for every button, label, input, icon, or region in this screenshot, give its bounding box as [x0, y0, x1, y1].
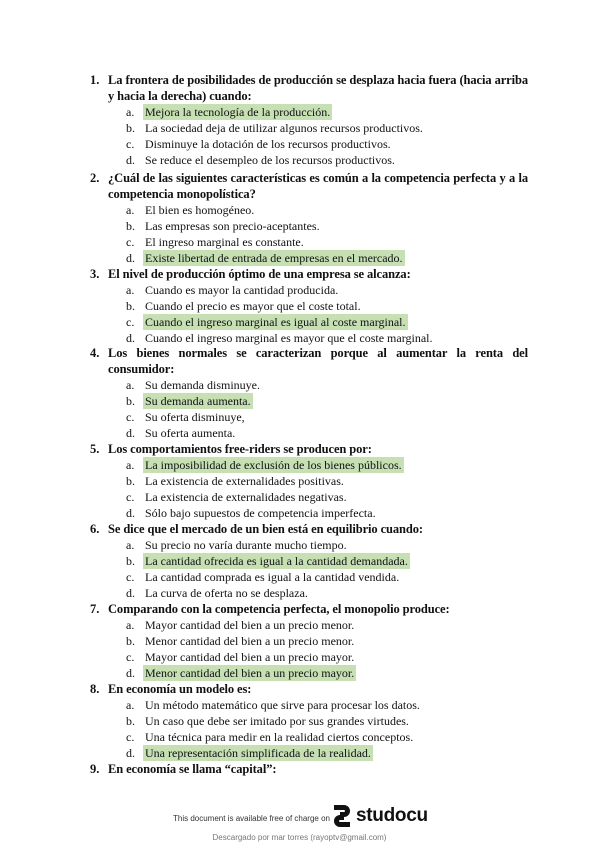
question-text: Los comportamientos free-riders se producen por: — [108, 442, 372, 456]
option-text: La cantidad comprada es igual a la cantidad vendida. — [145, 570, 400, 584]
studocu-brand-name: studocu — [356, 805, 428, 826]
option-letter: c. — [126, 650, 135, 664]
question-number: 5. — [90, 442, 100, 456]
question-text: En economía se llama “capital”: — [108, 762, 277, 776]
option-letter: d. — [126, 506, 135, 520]
option-text-highlighted: Cuando el ingreso marginal es igual al coste marginal. — [145, 315, 406, 329]
option-text: Cuando el precio es mayor que el coste total. — [145, 299, 361, 313]
option-letter: c. — [126, 730, 135, 744]
option-letter: b. — [126, 121, 135, 135]
option-text-highlighted: Su demanda aumenta. — [145, 394, 251, 408]
question-number: 1. — [90, 73, 100, 87]
option-text: Una técnica para medir en la realidad ciertos conceptos. — [145, 730, 414, 744]
option-letter: c. — [126, 570, 135, 584]
option-letter: b. — [126, 554, 135, 568]
question-number: 4. — [90, 346, 100, 360]
question-text: Los bienes normales se caracterizan porque al aumentar la renta del consumidor: — [108, 346, 528, 376]
studocu-logo-icon — [331, 803, 353, 829]
option-letter: b. — [126, 219, 135, 233]
availability-note: This document is available free of charge on — [173, 814, 330, 823]
option-text-highlighted: Menor cantidad del bien a un precio mayor. — [145, 666, 355, 680]
option-text: La existencia de externalidades positivas. — [145, 474, 344, 488]
question-number: 3. — [90, 267, 100, 281]
option-letter: d. — [126, 251, 135, 265]
option-text: Sólo bajo supuestos de competencia imperfecta. — [145, 506, 376, 520]
option-letter: b. — [126, 714, 135, 728]
option-text: Las empresas son precio-aceptantes. — [145, 219, 320, 233]
option-text: Un método matemático que sirve para procesar los datos. — [145, 698, 420, 712]
option-letter: c. — [126, 315, 135, 329]
question-text: La frontera de posibilidades de producción se desplaza hacia fuera (hacia arriba y hacia la derecha) cuando: — [108, 73, 528, 103]
option-letter: c. — [126, 410, 135, 424]
option-text: La curva de oferta no se desplaza. — [145, 586, 308, 600]
option-text: Su oferta disminuye, — [145, 410, 245, 424]
option-letter: b. — [126, 634, 135, 648]
option-text: El ingreso marginal es constante. — [145, 235, 304, 249]
option-letter: a. — [126, 458, 135, 472]
question-text: Comparando con la competencia perfecta, el monopolio produce: — [108, 602, 450, 616]
option-letter: d. — [126, 153, 135, 167]
option-text: Un caso que debe ser imitado por sus grandes virtudes. — [145, 714, 409, 728]
option-letter: d. — [126, 331, 135, 345]
question-number: 2. — [90, 171, 100, 185]
option-letter: c. — [126, 235, 135, 249]
studocu-logo-link[interactable] — [331, 803, 428, 829]
question-number: 6. — [90, 522, 100, 536]
option-letter: d. — [126, 586, 135, 600]
option-letter: a. — [126, 105, 135, 119]
option-text: Mayor cantidad del bien a un precio menor. — [145, 618, 355, 632]
option-text: Disminuye la dotación de los recursos productivos. — [145, 137, 391, 151]
option-letter: d. — [126, 426, 135, 440]
option-text: La existencia de externalidades negativas. — [145, 490, 347, 504]
option-text: La sociedad deja de utilizar algunos recursos productivos. — [145, 121, 423, 135]
option-letter: a. — [126, 283, 135, 297]
option-text: Mayor cantidad del bien a un precio mayor. — [145, 650, 355, 664]
option-letter: c. — [126, 137, 135, 151]
option-letter: b. — [126, 299, 135, 313]
option-text: El bien es homogéneo. — [145, 203, 255, 217]
question-text: Se dice que el mercado de un bien está en equilibrio cuando: — [108, 522, 423, 536]
option-letter: a. — [126, 378, 135, 392]
option-letter: d. — [126, 746, 135, 760]
option-text: Su oferta aumenta. — [145, 426, 236, 440]
option-letter: d. — [126, 666, 135, 680]
option-text-highlighted: La cantidad ofrecida es igual a la cantidad demandada. — [145, 554, 408, 568]
option-letter: a. — [126, 538, 135, 552]
option-text: Menor cantidad del bien a un precio menor. — [145, 634, 355, 648]
option-text: Se reduce el desempleo de los recursos productivos. — [145, 153, 395, 167]
option-letter: b. — [126, 394, 135, 408]
option-letter: c. — [126, 490, 135, 504]
question-number: 8. — [90, 682, 100, 696]
option-text-highlighted: Una representación simplificada de la realidad. — [145, 746, 371, 760]
option-text: Su demanda disminuye. — [145, 378, 260, 392]
option-letter: a. — [126, 203, 135, 217]
question-number: 9. — [90, 762, 100, 776]
question-number: 7. — [90, 602, 100, 616]
option-text: Su precio no varía durante mucho tiempo. — [145, 538, 347, 552]
option-letter: b. — [126, 474, 135, 488]
question-text: En economía un modelo es: — [108, 682, 252, 696]
question-text: El nivel de producción óptimo de una empresa se alcanza: — [108, 267, 411, 281]
option-text: Cuando el ingreso marginal es mayor que el coste marginal. — [145, 331, 433, 345]
option-text-highlighted: Existe libertad de entrada de empresas en el mercado. — [145, 251, 403, 265]
question-text: ¿Cuál de las siguientes características es común a la competencia perfecta y a la competencia monopolística? — [108, 171, 528, 201]
download-attribution: Descargado por mar torres (rayoptv@gmail.com) — [212, 833, 387, 842]
option-text: Cuando es mayor la cantidad producida. — [145, 283, 339, 297]
option-letter: a. — [126, 618, 135, 632]
option-letter: a. — [126, 698, 135, 712]
option-text-highlighted: Mejora la tecnología de la producción. — [145, 105, 331, 119]
option-text-highlighted: La imposibilidad de exclusión de los bienes públicos. — [145, 458, 402, 472]
